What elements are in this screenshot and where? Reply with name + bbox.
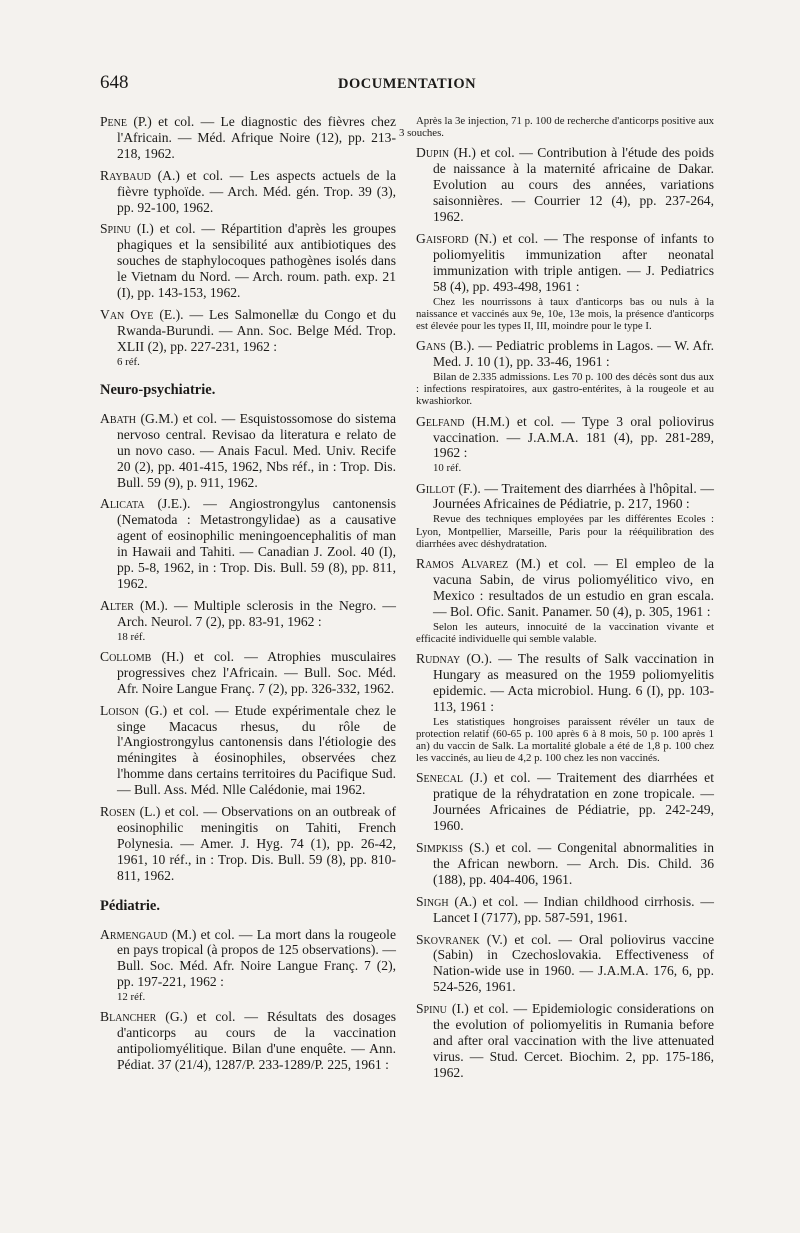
entry-citation: (H.) et col. — Atrophies musculaires progressives chez l'Africain. — Bull. Soc. Méd. Afr. Noire Langue Franç. 7 (2), pp. 326-332, 1962. [117, 648, 396, 696]
entry-citation: (I.) et col. — Epidemiologic considerations on the evolution of poliomyelitis in Rumania before and after oral vaccination with the live attenuated virus. — Stud. Cercet. Biochim. 2, pp. 175-186, 1962. [433, 1001, 714, 1080]
bibliography-entry [416, 556, 714, 645]
bibliography-entry [100, 1009, 396, 1073]
entry-author: Gaisford [416, 230, 469, 246]
entry-citation: (P.) et col. — Le diagnostic des fièvres chez l'Africain. — Méd. Afrique Noire (12), pp. 213-218, 1962. [117, 114, 396, 161]
entry-note: 6 réf. [117, 355, 140, 368]
entry-citation: (O.). — The results of Salk vaccination in Hungary as measured on the 1959 poliomyelitis epidemic. — Acta microbiol. Hung. 6 (I), pp. 103-113, 1961 : [433, 650, 714, 714]
entry-note: Revue des techniques employées par les différentes Ecoles : Lyon, Montpellier, Marseille, Paris pour la rééquilibration des diarrhées avec déshydratation. [416, 513, 714, 550]
entry-author: Loison [100, 702, 139, 718]
entry-note: Chez les nourrissons à taux d'anticorps bas ou nuls à la naissance et vaccinés aux 9e, 10e, 13e mois, la présence d'anticorps est élevée pour les types II, III, moindre pour le type I. [416, 295, 714, 332]
bibliography-entry [416, 932, 714, 996]
entry-author: Collomb [100, 648, 152, 664]
entry-author: Armengaud [100, 926, 168, 942]
page-number: 648 [100, 72, 129, 93]
entry-citation: (V.) et col. — Oral poliovirus vaccine (Sabin) in Czechoslovakia. Effectiveness of Nation-wide use in 1960. — J.A.M.A. 176, 6, pp. 524-526, 1961. [433, 931, 714, 995]
entry-citation: (A.) et col. — Indian childhood cirrhosis. — Lancet I (7177), pp. 587-591, 1961. [433, 893, 714, 925]
entry-citation: (J.) et col. — Traitement des diarrhées et pratique de la réhydratation en zone tropicale. — Journées Africaines de Pédiatrie, pp. 242-249, 1960. [433, 770, 714, 834]
right-column [399, 114, 714, 1087]
entry-citation: (M.). — Multiple sclerosis in the Negro. — Arch. Neurol. 7 (2), pp. 83-91, 1962 : [117, 597, 396, 629]
entry-author: Gans [416, 338, 446, 354]
entry-note: Après la 3e injection, 71 p. 100 de recherche d'anticorps positive aux 3 souches. [399, 115, 714, 140]
entry-note: Les statistiques hongroises paraissent révéler un taux de protection relatif (60-65 p. 100 après 6 à 8 mois, 50 p. 100 après 1 an) du vaccin de Salk. La mortalité globale a été de 1,8 p. 100 chez les vaccinés, au lieu de 4,2 p. 100 chez les non vaccinés. [416, 715, 714, 765]
entry-note: 12 réf. [117, 991, 146, 1004]
bibliography-entry [416, 770, 714, 834]
entry-author: Spinu [100, 221, 131, 237]
entry-citation: (G.) et col. — Résultats des dosages d'anticorps au cours de la vaccination antipoliomyélitique. Bilan d'une enquête. — Ann. Pédiat. 37 (21/4), 1287/P. 233-1289/P. 225, 1961 : [117, 1009, 396, 1073]
entry-author: Spinu [416, 1001, 447, 1017]
bibliography-entry [416, 894, 714, 926]
entry-author: Dupin [416, 145, 450, 161]
entry-author: Simpkiss [416, 840, 464, 856]
bibliography-entry [416, 414, 714, 475]
entry-author: Rudnay [416, 650, 461, 666]
bibliography-entry [100, 168, 396, 216]
bibliography-entry [416, 651, 714, 764]
bibliography-entry [100, 598, 396, 643]
entry-note: 18 réf. [117, 630, 146, 643]
entry-author: Rosen [100, 804, 136, 820]
entry-author: Pene [100, 114, 127, 129]
entry-note: 10 réf. [433, 462, 462, 475]
bibliography-entry [100, 496, 396, 591]
entry-author: Ramos Alvarez [416, 555, 509, 571]
entry-author: Gillot [416, 480, 455, 496]
bibliography-entry [416, 840, 714, 888]
entry-author: Abath [100, 410, 136, 426]
entry-author: Alter [100, 597, 134, 613]
entry-citation: (H.) et col. — Contribution à l'étude des poids de naissance à la maternité africaine de Dakar. Evolution au cours des années, variations saisonnières. — Courrier 12 (4), pp. 237-264, 1962. [433, 145, 714, 225]
bibliography-entry [100, 307, 396, 368]
entry-citation: (F.). — Traitement des diarrhées à l'hôpital. — Journées Africaines de Pédiatrie, p. 217, 1960 : [433, 480, 714, 512]
entry-citation: (H.M.) et col. — Type 3 oral poliovirus vaccination. — J.A.M.A. 181 (4), pp. 281-289, 1962 : [433, 413, 714, 461]
entry-citation: (J.E.). — Angiostrongylus cantonensis (Nematoda : Metastrongylidae) as a causative agent of eosinophilic meningoencephalitis of man in Hawaii and Tahiti. — Canadian J. Zool. 40 (I), pp. 5-8, 1962, in : Trop. Dis. Bull. 59 (8), pp. 811, 1962. [117, 496, 396, 591]
bibliography-entry [416, 145, 714, 225]
bibliography-entry [100, 411, 396, 491]
entry-author: Senecal [416, 770, 463, 786]
bibliography-entry [416, 338, 714, 407]
entry-citation: (G.M.) et col. — Esquistossomose do sistema nervoso central. Revisao da literatura e relato de un novo caso. — Anais Facul. Med. Univ. Recife 20 (2), pp. 401-415, 1962, Nbs réf., in : Trop. Dis. Bull. 59 (9), p. 911, 1962. [117, 410, 396, 490]
entry-author: Blancher [100, 1009, 157, 1025]
bibliography-entry [100, 927, 396, 1004]
bibliography-entry [100, 114, 396, 162]
bibliography-entry [100, 649, 396, 697]
entry-citation: (M.) et col. — La mort dans la rougeole en pays tropical (à propos de 125 observations). — Bull. Soc. Méd. Afr. Noire Langue Franç. 7 (2), pp. 197-221, 1962 : [117, 926, 396, 990]
entry-author: Gelfand [416, 413, 465, 429]
entry-author: Raybaud [100, 167, 151, 183]
bibliography-entry [416, 231, 714, 332]
entry-citation: (I.) et col. — Répartition d'après les groupes phagiques et la sensibilité aux antibiotiques des souches de staphylocoques pathogènes isolés dans le Vietnam du Nord. — Arch. roum. path. exp. 21 (I), pp. 143-153, 1962. [117, 221, 396, 301]
section-heading: Neuro-psychiatrie. [100, 381, 216, 398]
entry-author: Alicata [100, 496, 145, 512]
entry-author: Van Oye [100, 306, 154, 322]
bibliography-entry [100, 804, 396, 884]
entry-citation: (E.). — Les Salmonellæ du Congo et du Rwanda-Burundi. — Ann. Soc. Belge Méd. Trop. XLII (2), pp. 227-231, 1962 : [117, 306, 396, 354]
entry-note: Bilan de 2.335 admissions. Les 70 p. 100 des décès sont dus aux : infections respiratoires, aux gastro-entérites, à la rougeole et au kwashiorkor. [416, 370, 714, 408]
entry-note: Selon les auteurs, innocuité de la vaccination vivante et efficacité individuelle qui semble valable. [416, 620, 714, 645]
entry-author: Singh [416, 893, 449, 909]
entry-citation: (B.). — Pediatric problems in Lagos. — W. Afr. Med. J. 10 (1), pp. 33-46, 1961 : [433, 338, 714, 370]
section-heading: Pédiatrie. [100, 897, 160, 914]
entry-citation: (A.) et col. — Les aspects actuels de la fièvre typhoïde. — Arch. Méd. gén. Trop. 39 (3), pp. 92-100, 1962. [117, 167, 396, 215]
bibliography-entry [100, 221, 396, 301]
bibliography-entry [416, 481, 714, 550]
entry-author: Skovranek [416, 931, 480, 947]
bibliography-entry [399, 115, 714, 140]
left-column [100, 114, 396, 1079]
entry-citation: (L.) et col. — Observations on an outbreak of eosinophilic meningitis on Tahiti, French Polynesia. — Amer. J. Hyg. 74 (1), pp. 26-42, 1961, 10 réf., in : Trop. Dis. Bull. 59 (8), pp. 810-811, 1962. [117, 804, 396, 883]
entry-citation: (M.) et col. — El empleo de la vacuna Sabin, de virus poliomyélitico vivo, en Mexico : resultados de un estudio en gran escala. — Bol. Ofic. Sanit. Panamer. 50 (4), p. 305, 1961 : [433, 555, 714, 619]
bibliography-entry [100, 703, 396, 798]
bibliography-entry [416, 1001, 714, 1081]
entry-citation: (G.) et col. — Etude expérimentale chez le singe Macacus rhesus, du rôle de l'Angiostrongylus cantonensis dans l'étiologie des méningites à éosinophiles, observées chez l'homme dans certains territoires du Pacifique Sud. — Bull. Ass. Méd. Nlle Calédonie, mai 1962. [117, 702, 396, 798]
running-title: DOCUMENTATION [338, 76, 477, 92]
entry-citation: (N.) et col. — The response of infants to poliomyelitis immunization after neonatal immunization with triple antigen. — J. Pediatrics 58 (4), pp. 493-498, 1961 : [433, 230, 714, 294]
entry-citation: (S.) et col. — Congenital abnormalities in the African newborn. — Arch. Dis. Child. 36 (188), pp. 404-406, 1961. [433, 840, 714, 887]
